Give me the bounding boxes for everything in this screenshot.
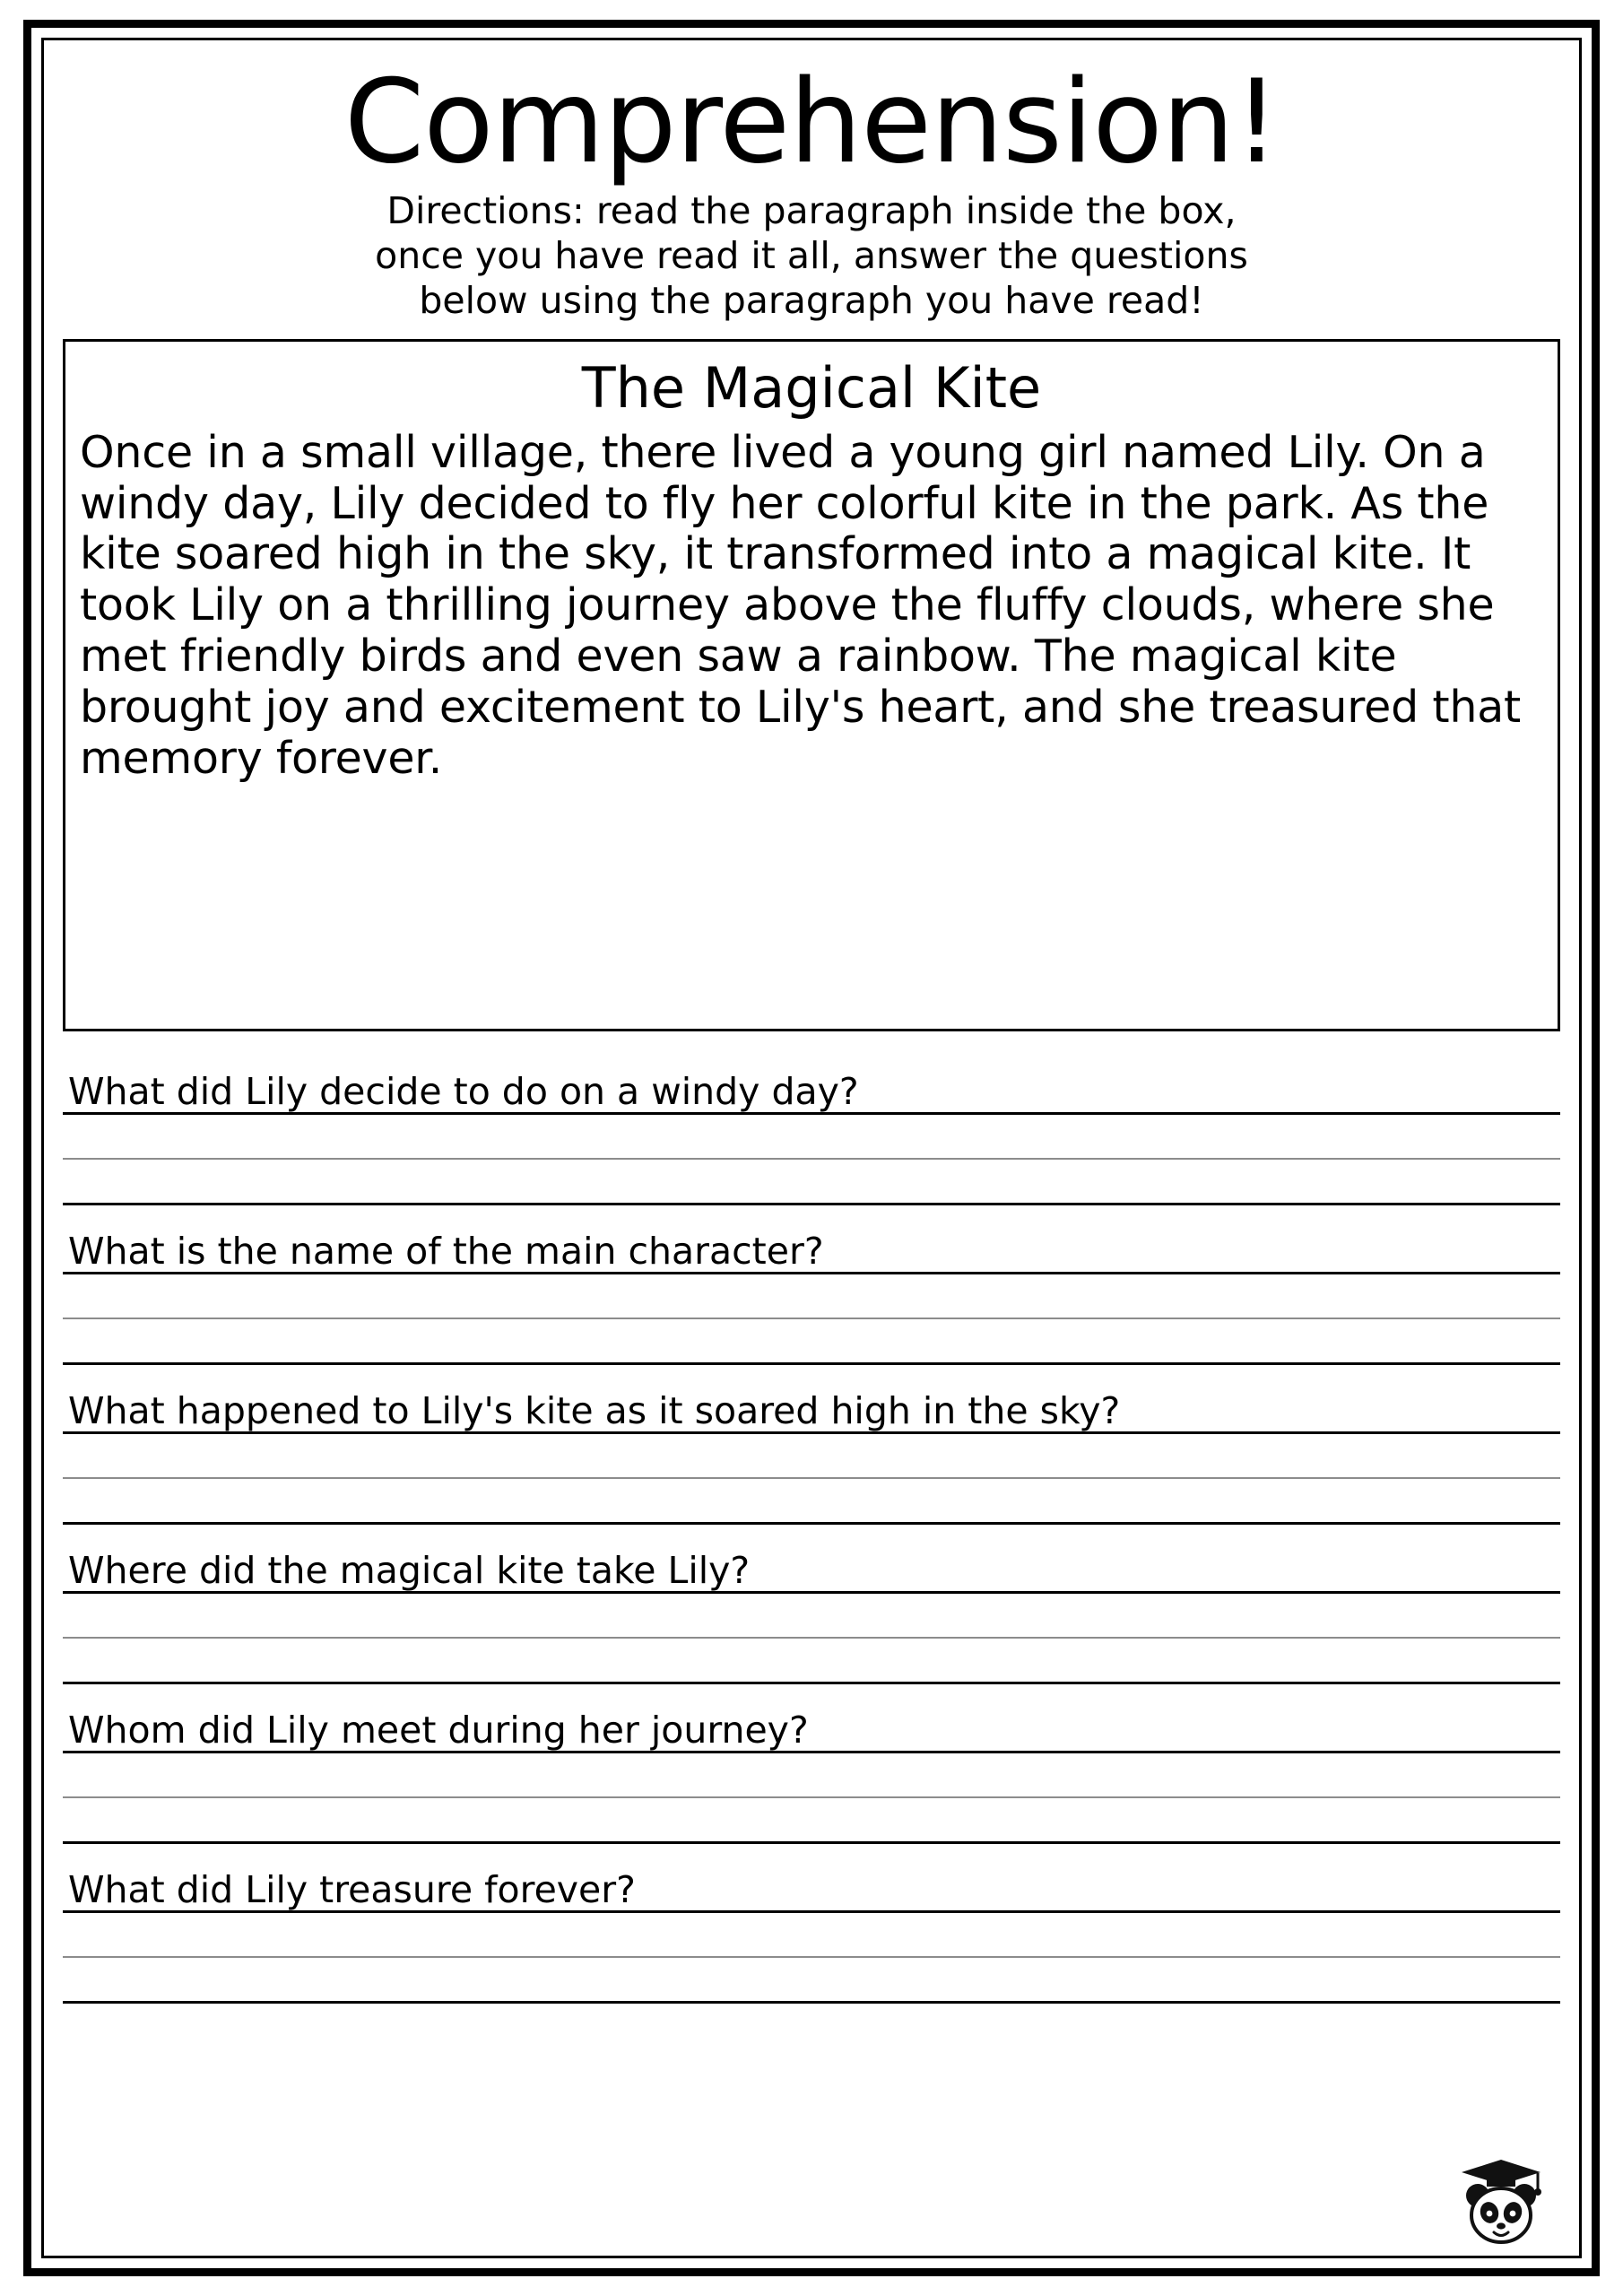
passage-body: Once in a small village, there lived a young girl named Lily. On a windy day, Lily decided to fly her colorful kite in the park. As the kite soared high in the sky, it transformed into a magical kite. It took Lily on a thrilling journey above the fluffy clouds, where she met friendly birds and even saw a rainbow. The magical kite brought joy and excitement to Lily's heart, and she treasured that memory forever.: [80, 426, 1522, 784]
answer-line[interactable]: [63, 1274, 1560, 1319]
answer-line[interactable]: [63, 1913, 1560, 1958]
passage-title: The Magical Kite: [581, 355, 1042, 422]
answer-line[interactable]: [63, 1160, 1560, 1205]
answer-line[interactable]: [63, 1958, 1560, 2004]
directions-line-1: Directions: read the paragraph inside the box,: [386, 189, 1237, 233]
question-line: [63, 1060, 1560, 1115]
question-text: Where did the magical kite take Lily?: [68, 1552, 759, 1589]
answer-line[interactable]: [63, 1115, 1560, 1160]
question-block: [63, 1060, 1560, 1205]
question-block: [63, 1699, 1560, 1844]
page-title: Comprehension!: [343, 56, 1280, 189]
answer-line[interactable]: [63, 1594, 1560, 1639]
question-text: What did Lily decide to do on a windy day?: [68, 1074, 868, 1110]
question-block: [63, 1379, 1560, 1525]
question-line: [63, 1858, 1560, 1913]
panda-graduate-logo-icon: [1447, 2144, 1555, 2251]
question-text: What is the name of the main character?: [68, 1233, 833, 1270]
directions-line-2: once you have read it all, answer the questions: [375, 234, 1248, 278]
answer-line[interactable]: [63, 1434, 1560, 1479]
question-line: [63, 1699, 1560, 1753]
directions-line-3: below using the paragraph you have read!: [419, 279, 1204, 323]
answer-line[interactable]: [63, 1639, 1560, 1684]
worksheet-content: [63, 54, 1560, 2242]
directions-text: [282, 188, 1341, 323]
question-line: [63, 1220, 1560, 1274]
question-block: [63, 1220, 1560, 1365]
question-text: What happened to Lily's kite as it soared high in the sky?: [68, 1393, 1129, 1430]
answer-line[interactable]: [63, 1798, 1560, 1844]
question-block: [63, 1539, 1560, 1684]
passage-box: [63, 339, 1560, 1031]
answer-line[interactable]: [63, 1753, 1560, 1798]
question-text: What did Lily treasure forever?: [68, 1872, 645, 1909]
question-line: [63, 1379, 1560, 1434]
answer-line[interactable]: [63, 1479, 1560, 1525]
question-line: [63, 1539, 1560, 1594]
question-text: Whom did Lily meet during her journey?: [68, 1712, 818, 1749]
answer-line[interactable]: [63, 1319, 1560, 1365]
question-block: [63, 1858, 1560, 2004]
questions-section: [63, 1060, 1560, 2004]
